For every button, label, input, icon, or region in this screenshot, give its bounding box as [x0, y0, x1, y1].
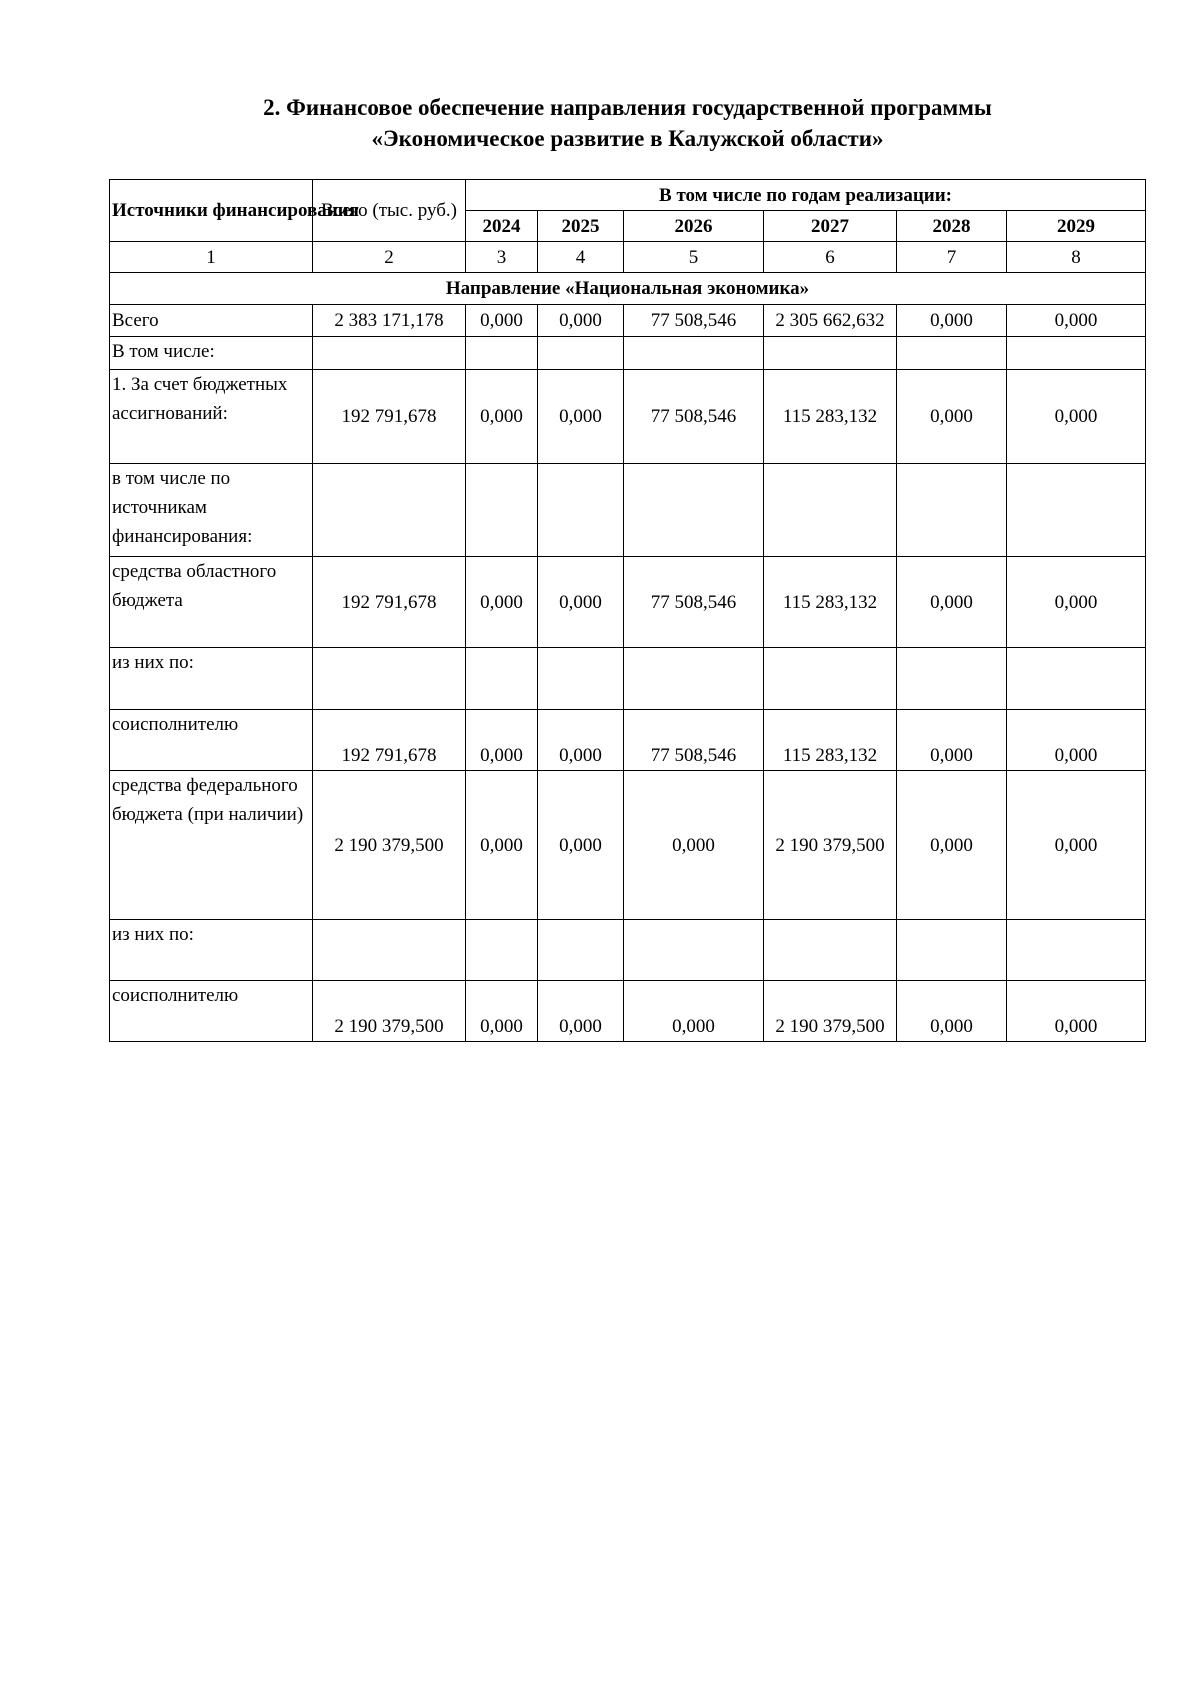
header-sources: Источники финансирования — [110, 180, 313, 242]
row-label: из них по: — [110, 920, 313, 981]
table-row — [110, 337, 1146, 370]
column-number: 6 — [764, 242, 897, 273]
row-label: Всего — [110, 305, 313, 337]
row-value — [764, 920, 897, 981]
header-year: 2027 — [764, 211, 897, 242]
row-value: 0,000 — [1007, 771, 1146, 920]
row-value — [897, 464, 1007, 557]
row-label: средства областного бюджета — [110, 557, 313, 648]
row-value — [466, 648, 538, 710]
row-label: из них по: — [110, 648, 313, 710]
row-value: 0,000 — [897, 710, 1007, 771]
row-value: 0,000 — [1007, 710, 1146, 771]
row-total: 192 791,678 — [313, 557, 466, 648]
row-value — [1007, 920, 1146, 981]
row-value: 0,000 — [538, 370, 624, 464]
row-value: 0,000 — [1007, 981, 1146, 1042]
row-value: 2 305 662,632 — [764, 305, 897, 337]
financing-table — [109, 179, 1146, 1042]
row-value — [764, 464, 897, 557]
row-value: 0,000 — [897, 370, 1007, 464]
row-total — [313, 648, 466, 710]
table-row — [110, 648, 1146, 710]
row-value — [624, 920, 764, 981]
row-value: 0,000 — [538, 557, 624, 648]
table-row — [110, 370, 1146, 464]
row-value — [764, 337, 897, 370]
row-total — [313, 337, 466, 370]
row-value: 77 508,546 — [624, 557, 764, 648]
row-value: 0,000 — [897, 305, 1007, 337]
table-row — [110, 920, 1146, 981]
row-total: 192 791,678 — [313, 370, 466, 464]
row-value: 77 508,546 — [624, 710, 764, 771]
row-total: 2 190 379,500 — [313, 981, 466, 1042]
row-value: 0,000 — [624, 771, 764, 920]
row-value: 0,000 — [538, 305, 624, 337]
header-by-years: В том числе по годам реализации: — [466, 180, 1146, 211]
header-row-1 — [110, 180, 1146, 211]
column-number-row — [110, 242, 1146, 273]
row-total: 2 190 379,500 — [313, 771, 466, 920]
table-row — [110, 464, 1146, 557]
row-value: 0,000 — [538, 771, 624, 920]
row-value: 2 190 379,500 — [764, 771, 897, 920]
header-year: 2025 — [538, 211, 624, 242]
row-value: 0,000 — [466, 981, 538, 1042]
column-number: 2 — [313, 242, 466, 273]
row-value: 0,000 — [466, 305, 538, 337]
row-label: 1. За счет бюджетных ассигнований: — [110, 370, 313, 464]
column-number: 1 — [110, 242, 313, 273]
row-value: 0,000 — [1007, 557, 1146, 648]
table-row — [110, 710, 1146, 771]
row-value: 0,000 — [1007, 305, 1146, 337]
document-title — [110, 92, 1145, 154]
table-row — [110, 557, 1146, 648]
row-value: 0,000 — [624, 981, 764, 1042]
column-number: 5 — [624, 242, 764, 273]
table-row — [110, 305, 1146, 337]
title-line-2: «Экономическое развитие в Калужской области» — [371, 126, 884, 151]
row-value: 0,000 — [538, 710, 624, 771]
header-year: 2028 — [897, 211, 1007, 242]
header-year: 2024 — [466, 211, 538, 242]
section-row — [110, 273, 1146, 305]
row-value: 0,000 — [466, 771, 538, 920]
row-total: 2 383 171,178 — [313, 305, 466, 337]
row-value — [466, 920, 538, 981]
section-title: Направление «Национальная экономика» — [110, 273, 1146, 305]
row-value: 0,000 — [897, 771, 1007, 920]
column-number: 8 — [1007, 242, 1146, 273]
row-value: 115 283,132 — [764, 557, 897, 648]
row-value — [897, 920, 1007, 981]
header-year: 2026 — [624, 211, 764, 242]
row-value — [538, 648, 624, 710]
row-label: средства федерального бюджета (при наличии) — [110, 771, 313, 920]
row-value — [1007, 337, 1146, 370]
row-total: 192 791,678 — [313, 710, 466, 771]
table-row — [110, 981, 1146, 1042]
header-total: Всего (тыс. руб.) — [313, 180, 466, 242]
row-value — [538, 464, 624, 557]
row-value — [897, 337, 1007, 370]
row-value: 0,000 — [897, 557, 1007, 648]
row-total — [313, 920, 466, 981]
table-row — [110, 771, 1146, 920]
row-value — [466, 337, 538, 370]
column-number: 4 — [538, 242, 624, 273]
row-value: 0,000 — [466, 710, 538, 771]
column-number: 3 — [466, 242, 538, 273]
row-value: 2 190 379,500 — [764, 981, 897, 1042]
row-value — [538, 337, 624, 370]
row-label: соисполнителю — [110, 710, 313, 771]
row-value — [466, 464, 538, 557]
row-label: В том числе: — [110, 337, 313, 370]
row-value — [897, 648, 1007, 710]
row-value — [764, 648, 897, 710]
row-value: 0,000 — [897, 981, 1007, 1042]
row-label: в том числе по источникам финансирования: — [110, 464, 313, 557]
row-value: 77 508,546 — [624, 305, 764, 337]
row-value: 115 283,132 — [764, 370, 897, 464]
row-value — [624, 337, 764, 370]
row-value — [624, 464, 764, 557]
row-label: соисполнителю — [110, 981, 313, 1042]
title-line-1: 2. Финансовое обеспечение направления государственной программы — [263, 95, 992, 120]
row-value: 77 508,546 — [624, 370, 764, 464]
row-value: 0,000 — [466, 370, 538, 464]
row-total — [313, 464, 466, 557]
row-value — [538, 920, 624, 981]
row-value: 0,000 — [538, 981, 624, 1042]
row-value — [1007, 464, 1146, 557]
row-value: 0,000 — [1007, 370, 1146, 464]
row-value — [1007, 648, 1146, 710]
row-value: 0,000 — [466, 557, 538, 648]
header-year: 2029 — [1007, 211, 1146, 242]
row-value: 115 283,132 — [764, 710, 897, 771]
column-number: 7 — [897, 242, 1007, 273]
row-value — [624, 648, 764, 710]
